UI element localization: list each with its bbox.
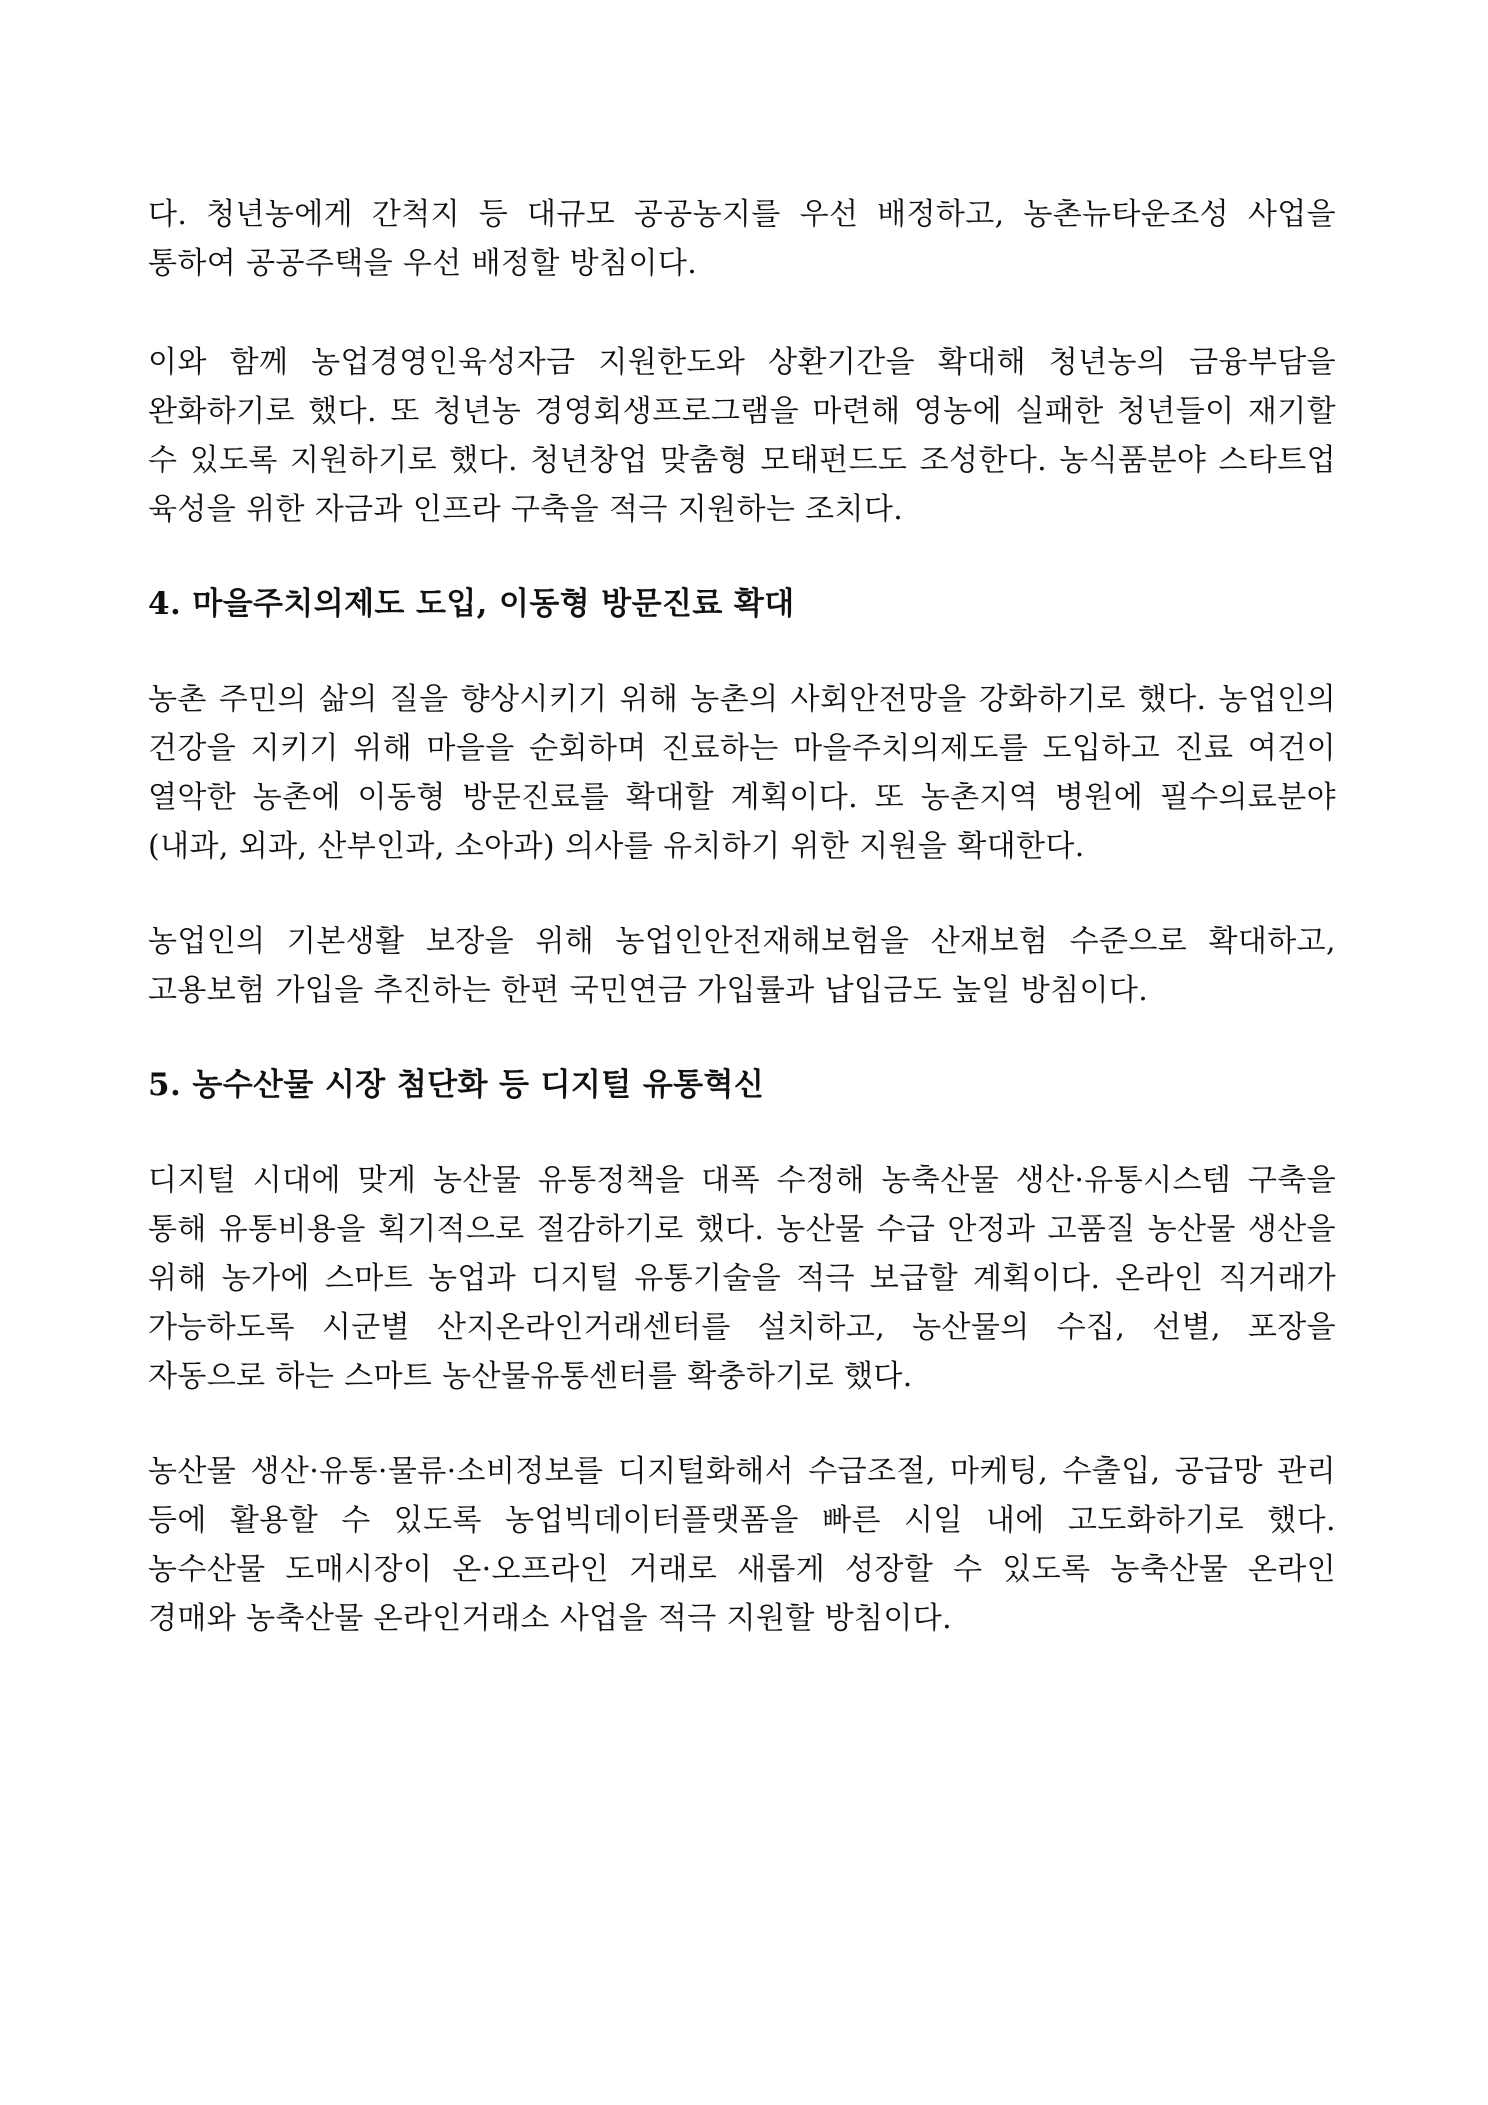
paragraph-youth-finance-support: 이와 함께 농업경영인육성자금 지원한도와 상환기간을 확대해 청년농의 금융부담을 완화하기로 했다. 또 청년농 경영회생프로그램을 마련해 영농에 실패한 청년들이 재기할 수 있도록 지원하기로 했다. 청년창업 맞춤형 모태펀드도 조성한다. 농식품분야 스타트업 육성을 위한 자금과 인프라 구축을 적극 지원하는 조치다. <box>148 345 1336 527</box>
paragraph-youth-farmland-housing: 다. 청년농에게 간척지 등 대규모 공공농지를 우선 배정하고, 농촌뉴타운조성 사업을 통하여 공공주택을 우선 배정할 방침이다. <box>148 197 1336 281</box>
document-page <box>148 190 1336 1643</box>
paragraph-farmer-insurance: 농업인의 기본생활 보장을 위해 농업인안전재해보험을 산재보험 수준으로 확대하고, 고용보험 가입을 추진하는 한편 국민연금 가입률과 납입금도 높일 방침이다. <box>148 924 1336 1008</box>
section-heading-4: 4. 마을주치의제도 도입, 이동형 방문진료 확대 <box>148 586 795 622</box>
paragraph-digital-distribution: 디지털 시대에 맞게 농산물 유통정책을 대폭 수정해 농축산물 생산·유통시스템 구축을 통해 유통비용을 획기적으로 절감하기로 했다. 농산물 수급 안정과 고품질 농산물 생산을 위해 농가에 스마트 농업과 디지털 유통기술을 적극 보급할 계획이다. 온라인 직거래가 가능하도록 시군별 산지온라인거래센터를 설치하고, 농산물의 수집, 선별, 포장을 자동으로 하는 스마트 농산물유통센터를 확충하기로 했다. <box>148 1163 1336 1394</box>
paragraph-rural-healthcare: 농촌 주민의 삶의 질을 향상시키기 위해 농촌의 사회안전망을 강화하기로 했다. 농업인의 건강을 지키기 위해 마을을 순회하며 진료하는 마을주치의제도를 도입하고 진료 여건이 열악한 농촌에 이동형 방문진료를 확대할 계획이다. 또 농촌지역 병원에 필수의료분야(내과, 외과, 산부인과, 소아과) 의사를 유치하기 위한 지원을 확대한다. <box>148 682 1336 864</box>
section-heading-5: 5. 농수산물 시장 첨단화 등 디지털 유통혁신 <box>148 1067 765 1103</box>
paragraph-agri-big-data: 농산물 생산·유통·물류·소비정보를 디지털화해서 수급조절, 마케팅, 수출입, 공급망 관리 등에 활용할 수 있도록 농업빅데이터플랫폼을 빠른 시일 내에 고도화하기로 했다. 농수산물 도매시장이 온·오프라인 거래로 새롭게 성장할 수 있도록 농축산물 온라인 경매와 농축산물 온라인거래소 사업을 적극 지원할 방침이다. <box>148 1454 1336 1636</box>
